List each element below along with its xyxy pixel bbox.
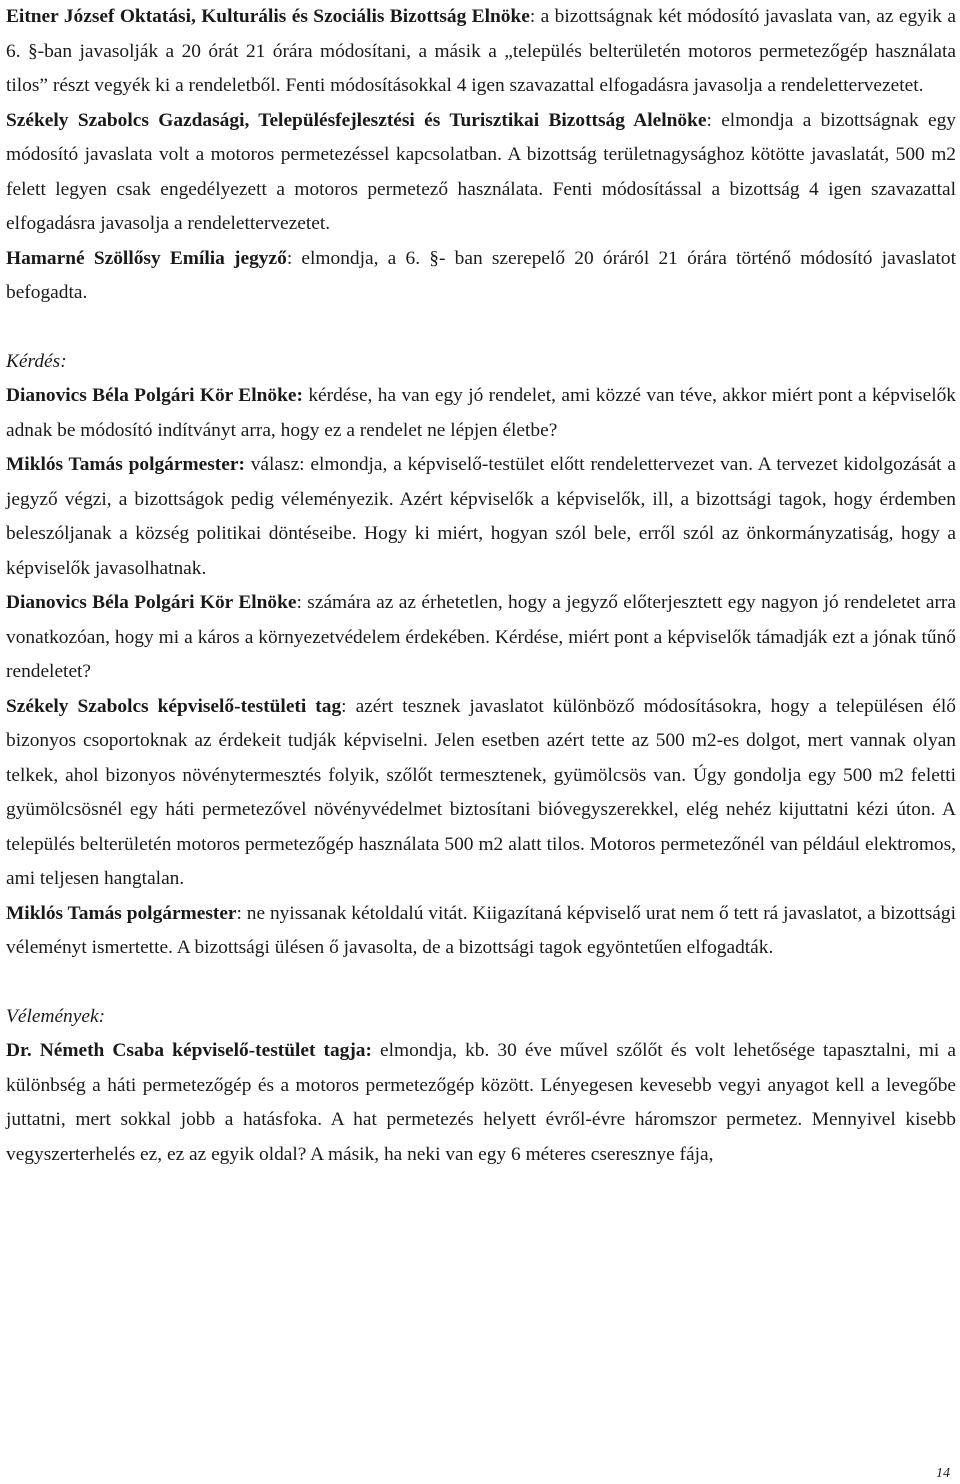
paragraph-miklos-1 (6, 448, 956, 586)
speaker-name: Székely Szabolcs képviselő-testületi tag (6, 695, 342, 717)
spacer (6, 311, 956, 345)
section-heading-questions: Kérdés: (6, 350, 67, 372)
spacer (6, 966, 956, 1000)
paragraph-text: elmondja, kb. 30 éve művel szőlőt és volt lehetősége tapasztalni, mi a különbség a háti permetezőgép és a motoros permetezőgép között. Lényegesen kevesebb vegyi anyagot kell a levegőbe juttatni, mert sokkal jobb a hatásfoka. A hat permetezés helyett évről-évre háromszor permetez. Mennyivel kisebb vegyszerterhelés ez, ez az egyik oldal? A másik, ha neki van egy 6 méteres cseresznye fája, (6, 1040, 956, 1165)
page-number: 14 (936, 1466, 950, 1481)
speaker-name: Miklós Tamás polgármester (6, 902, 237, 924)
paragraph-eitner (6, 0, 956, 104)
paragraph-dianovics-2 (6, 586, 956, 690)
paragraph-text: : elmondja, a 6. §- ban szerepelő 20 óráról 21 órára történő módosító javaslatot befogadta. (6, 247, 956, 303)
document-page (6, 0, 956, 1172)
speaker-name: Hamarné Szöllősy Emília jegyző (6, 247, 287, 269)
paragraph-text: : azért tesznek javaslatot különböző módosításokra, hogy a településen élő bizonyos csoportoknak az érdekeit tudják képviselni. Jelen esetben azért tette az 500 m2-es dolgot, mert vannak olyan telkek, ahol bizonyos növénytermesztés folyik, szőlőt termesztenek, gyümölcsös van. Úgy gondolja egy 500 m2 feletti gyümölcsösnél egy háti permetezővel növényvédelmet biztosítani bióvegyszerekkel, elég nehéz kijuttatni kézi úton. A település belterületén motoros permetezőgép használata 500 m2 alatt tilos. Motoros permetezőnél van például elektromos, ami teljesen hangtalan. (6, 695, 957, 889)
paragraph-hamarne (6, 242, 956, 311)
speaker-name: Dr. Németh Csaba képviselő-testület tagja: (6, 1040, 372, 1061)
speaker-name: Székely Szabolcs Gazdasági, Településfejlesztési és Turisztikai Bizottság Alelnöke (6, 109, 707, 131)
speaker-name: Dianovics Béla Polgári Kör Elnöke: (6, 385, 303, 406)
paragraph-miklos-2 (6, 897, 956, 966)
speaker-name: Eitner József Oktatási, Kulturális és Szociális Bizottság Elnöke (6, 6, 530, 27)
paragraph-text: : számára az az érhetetlen, hogy a jegyző előterjesztett egy nagyon jó rendeletet arra vonatkozóan, hogy mi a káros a környezetvédelem érdekében. Kérdése, miért pont a képviselők támadják ezt a jónak tűnő rendeletet? (6, 592, 957, 682)
paragraph-text: válasz: elmondja, a képviselő-testület előtt rendelettervezet van. A tervezet kidolgozását a jegyző végzi, a bizottságok pedig véleményezik. Azért képviselők a képviselők, ill, a bizottsági tagok, hogy érdemben beleszóljanak a község politikai döntéseibe. Hogy ki miért, hogyan szól bele, erről szól az önkormányzatiság, hogy a képviselők javasolhatnak. (6, 454, 956, 579)
paragraph-szekely-member (6, 690, 956, 897)
paragraph-text: kérdése, ha van egy jó rendelet, ami közzé van téve, akkor miért pont a képviselők adnak be módosító indítványt arra, hogy ez a rendelet ne lépjen életbe? (6, 385, 956, 441)
paragraph-dianovics-1 (6, 379, 956, 448)
speaker-name: Dianovics Béla Polgári Kör Elnöke (6, 592, 297, 613)
paragraph-text: : elmondja a bizottságnak egy módosító javaslata volt a motoros permetezéssel kapcsolatban. A bizottság területnagysághoz kötötte javaslatát, 500 m2 felett legyen csak engedélyezett a motoros permetező használata. Fenti módosítással a bizottság 4 igen szavazattal elfogadásra javasolja a rendelettervezetet. (6, 109, 956, 234)
paragraph-nemeth (6, 1034, 956, 1172)
section-heading-opinions: Vélemények: (6, 1005, 106, 1027)
speaker-name: Miklós Tamás polgármester: (6, 454, 245, 475)
paragraph-text: : a bizottságnak két módosító javaslata van, az egyik a 6. §-ban javasolják a 20 órát 21 órára módosítani, a másik a „település belterületén motoros permetezőgép használata tilos” részt vegyék ki a rendeletből. Fenti módosításokkal 4 igen szavazattal elfogadásra javasolja a rendelettervezetet. (6, 6, 956, 96)
paragraph-szekely-committee (6, 104, 956, 242)
paragraph-text: : ne nyissanak kétoldalú vitát. Kiigazítaná képviselő urat nem ő tett rá javaslatot, a bizottsági véleményt ismertette. A bizottsági ülésen ő javasolta, de a bizottsági tagok egyöntetűen elfogadták. (6, 902, 956, 958)
